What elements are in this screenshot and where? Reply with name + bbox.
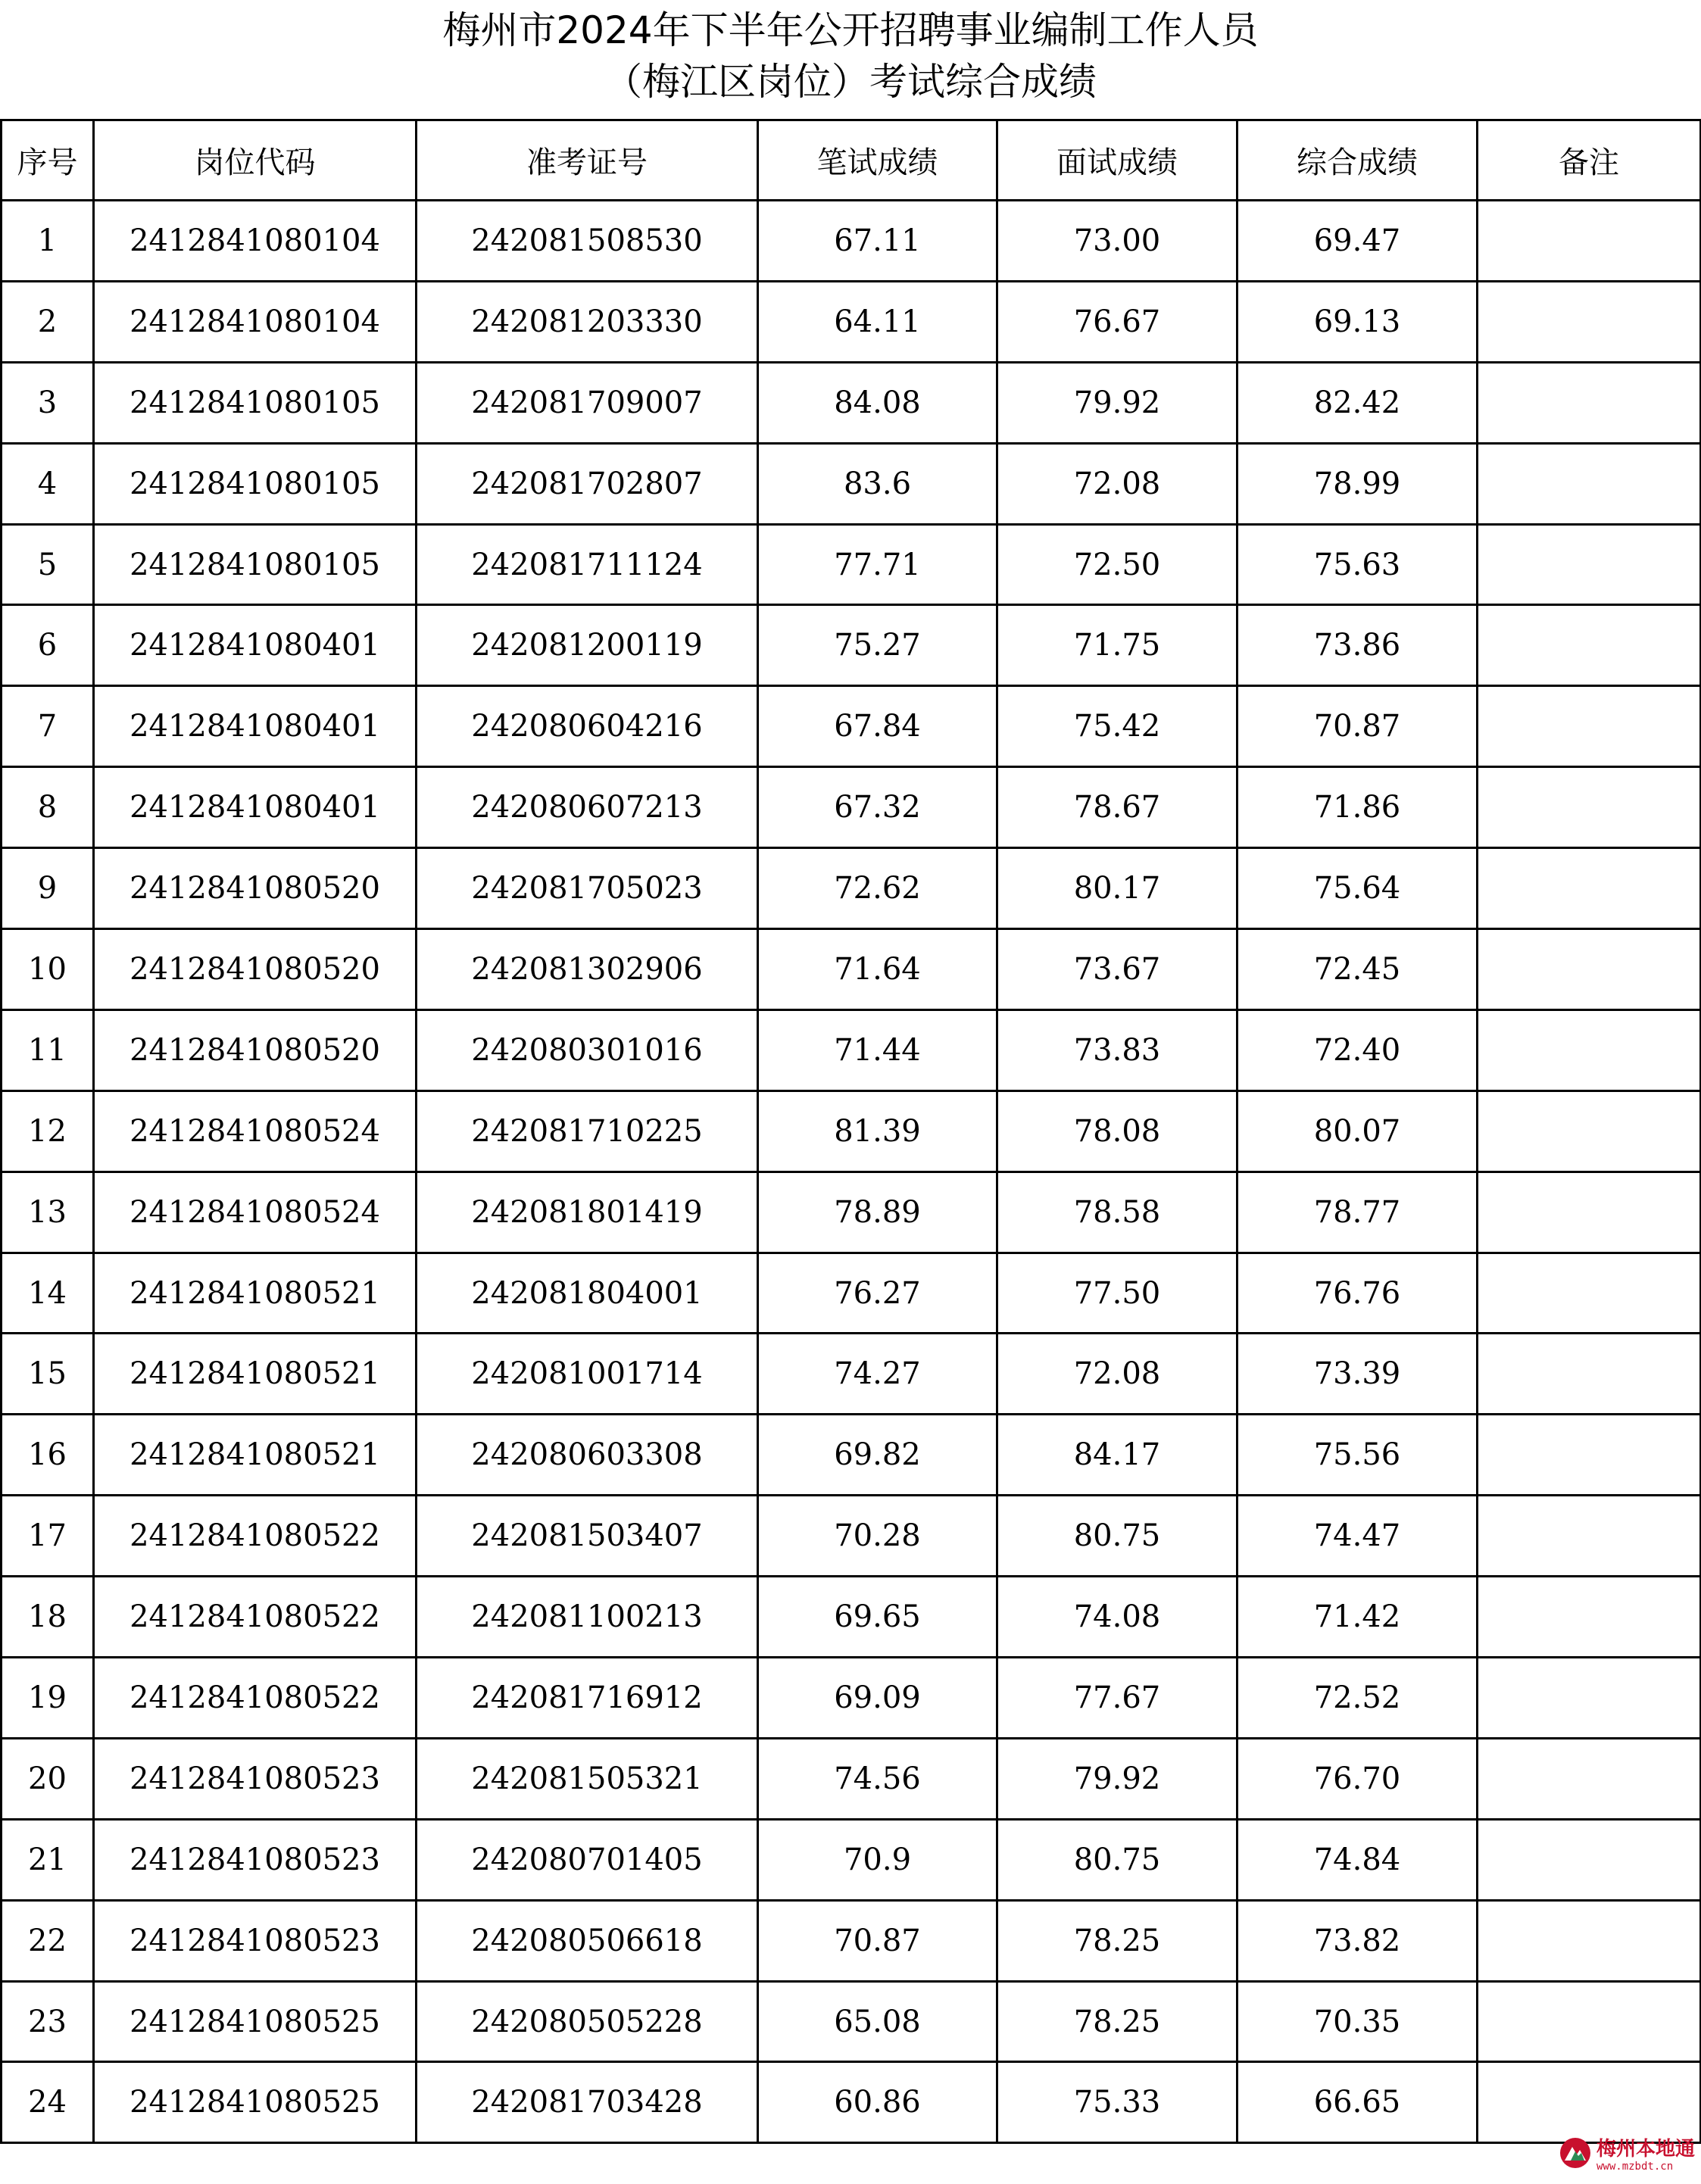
header-written-score: 笔试成绩: [758, 120, 997, 201]
table-row: [2, 929, 1701, 1010]
table-row: [2, 524, 1701, 605]
cell-total-score: 70.87: [1238, 686, 1478, 767]
cell-ticket-number: 242080604216: [417, 686, 758, 767]
cell-total-score: 75.63: [1238, 524, 1478, 605]
cell-remarks: [1478, 1900, 1701, 1981]
cell-remarks: [1478, 686, 1701, 767]
cell-total-score: 82.42: [1238, 362, 1478, 443]
document-title-line2: （梅江区岗位）考试综合成绩: [604, 60, 1097, 104]
cell-position-code: 2412841080520: [94, 1009, 417, 1090]
cell-ticket-number: 242081716912: [417, 1658, 758, 1739]
cell-position-code: 2412841080522: [94, 1496, 417, 1577]
cell-total-score: 75.56: [1238, 1415, 1478, 1496]
table-row: [2, 1819, 1701, 1900]
scores-table: [0, 119, 1701, 2144]
table-row: [2, 1009, 1701, 1090]
cell-total-score: 76.70: [1238, 1738, 1478, 1819]
cell-seq: 5: [2, 524, 94, 605]
header-remarks: 备注: [1478, 120, 1701, 201]
cell-position-code: 2412841080104: [94, 201, 417, 282]
cell-interview-score: 78.25: [997, 1900, 1238, 1981]
cell-written-score: 77.71: [758, 524, 997, 605]
cell-total-score: 72.52: [1238, 1658, 1478, 1739]
table-row: [2, 1738, 1701, 1819]
table-row: [2, 1496, 1701, 1577]
cell-written-score: 74.56: [758, 1738, 997, 1819]
cell-written-score: 71.44: [758, 1009, 997, 1090]
cell-written-score: 84.08: [758, 362, 997, 443]
cell-interview-score: 79.92: [997, 1738, 1238, 1819]
cell-seq: 16: [2, 1415, 94, 1496]
cell-remarks: [1478, 2062, 1701, 2143]
cell-written-score: 69.82: [758, 1415, 997, 1496]
cell-written-score: 83.6: [758, 443, 997, 524]
cell-written-score: 67.32: [758, 767, 997, 848]
cell-ticket-number: 242081001714: [417, 1334, 758, 1415]
cell-interview-score: 75.42: [997, 686, 1238, 767]
cell-total-score: 72.40: [1238, 1009, 1478, 1090]
cell-interview-score: 80.75: [997, 1819, 1238, 1900]
cell-total-score: 78.77: [1238, 1172, 1478, 1253]
table-row: [2, 605, 1701, 686]
cell-interview-score: 73.83: [997, 1009, 1238, 1090]
cell-written-score: 70.87: [758, 1900, 997, 1981]
table-row: [2, 1900, 1701, 1981]
cell-position-code: 2412841080104: [94, 281, 417, 362]
cell-position-code: 2412841080105: [94, 362, 417, 443]
cell-total-score: 73.82: [1238, 1900, 1478, 1981]
cell-seq: 23: [2, 1981, 94, 2062]
cell-total-score: 73.39: [1238, 1334, 1478, 1415]
cell-remarks: [1478, 443, 1701, 524]
cell-position-code: 2412841080105: [94, 443, 417, 524]
cell-seq: 1: [2, 201, 94, 282]
cell-seq: 18: [2, 1577, 94, 1658]
cell-ticket-number: 242080701405: [417, 1819, 758, 1900]
header-seq: 序号: [2, 120, 94, 201]
header-interview-score: 面试成绩: [997, 120, 1238, 201]
cell-remarks: [1478, 1253, 1701, 1334]
cell-written-score: 74.27: [758, 1334, 997, 1415]
cell-interview-score: 73.00: [997, 201, 1238, 282]
cell-ticket-number: 242081505321: [417, 1738, 758, 1819]
table-row: [2, 201, 1701, 282]
cell-interview-score: 77.50: [997, 1253, 1238, 1334]
watermark-name: 梅州本地通: [1596, 2137, 1695, 2161]
cell-ticket-number: 242081711124: [417, 524, 758, 605]
cell-seq: 8: [2, 767, 94, 848]
cell-total-score: 74.47: [1238, 1496, 1478, 1577]
cell-interview-score: 80.75: [997, 1496, 1238, 1577]
cell-written-score: 67.11: [758, 201, 997, 282]
cell-written-score: 81.39: [758, 1090, 997, 1172]
cell-remarks: [1478, 1334, 1701, 1415]
cell-seq: 22: [2, 1900, 94, 1981]
document-title-line1: 梅州市2024年下半年公开招聘事业编制工作人员: [442, 8, 1259, 52]
table-row: [2, 1658, 1701, 1739]
cell-interview-score: 72.50: [997, 524, 1238, 605]
table-row: [2, 1253, 1701, 1334]
cell-remarks: [1478, 281, 1701, 362]
header-row: [2, 120, 1701, 201]
cell-total-score: 76.76: [1238, 1253, 1478, 1334]
cell-total-score: 70.35: [1238, 1981, 1478, 2062]
cell-position-code: 2412841080525: [94, 1981, 417, 2062]
cell-position-code: 2412841080105: [94, 524, 417, 605]
table-row: [2, 1981, 1701, 2062]
cell-interview-score: 78.58: [997, 1172, 1238, 1253]
cell-ticket-number: 242080603308: [417, 1415, 758, 1496]
cell-ticket-number: 242081203330: [417, 281, 758, 362]
cell-remarks: [1478, 605, 1701, 686]
cell-ticket-number: 242080506618: [417, 1900, 758, 1981]
cell-written-score: 65.08: [758, 1981, 997, 2062]
cell-seq: 2: [2, 281, 94, 362]
cell-seq: 13: [2, 1172, 94, 1253]
cell-remarks: [1478, 1981, 1701, 2062]
table-row: [2, 443, 1701, 524]
header-position-code: 岗位代码: [94, 120, 417, 201]
cell-remarks: [1478, 362, 1701, 443]
cell-written-score: 60.86: [758, 2062, 997, 2143]
cell-seq: 24: [2, 2062, 94, 2143]
cell-remarks: [1478, 1738, 1701, 1819]
cell-interview-score: 80.17: [997, 848, 1238, 929]
cell-position-code: 2412841080522: [94, 1577, 417, 1658]
cell-position-code: 2412841080520: [94, 929, 417, 1010]
cell-remarks: [1478, 201, 1701, 282]
cell-interview-score: 78.67: [997, 767, 1238, 848]
table-row: [2, 1334, 1701, 1415]
cell-remarks: [1478, 1172, 1701, 1253]
cell-ticket-number: 242081302906: [417, 929, 758, 1010]
cell-ticket-number: 242081709007: [417, 362, 758, 443]
cell-total-score: 80.07: [1238, 1090, 1478, 1172]
cell-written-score: 70.9: [758, 1819, 997, 1900]
cell-remarks: [1478, 929, 1701, 1010]
cell-seq: 17: [2, 1496, 94, 1577]
cell-interview-score: 75.33: [997, 2062, 1238, 2143]
cell-remarks: [1478, 1496, 1701, 1577]
cell-total-score: 74.84: [1238, 1819, 1478, 1900]
cell-seq: 9: [2, 848, 94, 929]
cell-interview-score: 72.08: [997, 443, 1238, 524]
cell-written-score: 71.64: [758, 929, 997, 1010]
cell-remarks: [1478, 1577, 1701, 1658]
header-ticket-number: 准考证号: [417, 120, 758, 201]
cell-ticket-number: 242081508530: [417, 201, 758, 282]
cell-interview-score: 84.17: [997, 1415, 1238, 1496]
cell-seq: 20: [2, 1738, 94, 1819]
table-row: [2, 281, 1701, 362]
cell-position-code: 2412841080525: [94, 2062, 417, 2143]
cell-position-code: 2412841080520: [94, 848, 417, 929]
cell-interview-score: 71.75: [997, 605, 1238, 686]
cell-ticket-number: 242081705023: [417, 848, 758, 929]
cell-ticket-number: 242080301016: [417, 1009, 758, 1090]
cell-total-score: 69.13: [1238, 281, 1478, 362]
watermark-url: www.mzbdt.cn: [1596, 2160, 1674, 2173]
cell-position-code: 2412841080524: [94, 1090, 417, 1172]
cell-ticket-number: 242081703428: [417, 2062, 758, 2143]
cell-total-score: 69.47: [1238, 201, 1478, 282]
table-body: [2, 201, 1701, 2143]
cell-position-code: 2412841080521: [94, 1334, 417, 1415]
table-row: [2, 848, 1701, 929]
cell-written-score: 69.65: [758, 1577, 997, 1658]
cell-interview-score: 73.67: [997, 929, 1238, 1010]
cell-written-score: 78.89: [758, 1172, 997, 1253]
cell-interview-score: 78.08: [997, 1090, 1238, 1172]
cell-remarks: [1478, 1415, 1701, 1496]
cell-position-code: 2412841080522: [94, 1658, 417, 1739]
cell-total-score: 71.86: [1238, 767, 1478, 848]
cell-total-score: 66.65: [1238, 2062, 1478, 2143]
cell-ticket-number: 242080505228: [417, 1981, 758, 2062]
mountain-logo-icon: [1559, 2136, 1592, 2173]
table-row: [2, 1415, 1701, 1496]
cell-position-code: 2412841080523: [94, 1738, 417, 1819]
cell-remarks: [1478, 1090, 1701, 1172]
cell-ticket-number: 242081710225: [417, 1090, 758, 1172]
cell-position-code: 2412841080401: [94, 767, 417, 848]
cell-position-code: 2412841080521: [94, 1253, 417, 1334]
cell-ticket-number: 242081804001: [417, 1253, 758, 1334]
cell-ticket-number: 242080607213: [417, 767, 758, 848]
cell-remarks: [1478, 848, 1701, 929]
cell-position-code: 2412841080524: [94, 1172, 417, 1253]
cell-remarks: [1478, 524, 1701, 605]
table-row: [2, 1090, 1701, 1172]
cell-interview-score: 77.67: [997, 1658, 1238, 1739]
cell-ticket-number: 242081702807: [417, 443, 758, 524]
cell-seq: 10: [2, 929, 94, 1010]
cell-written-score: 75.27: [758, 605, 997, 686]
cell-written-score: 69.09: [758, 1658, 997, 1739]
cell-seq: 15: [2, 1334, 94, 1415]
cell-ticket-number: 242081503407: [417, 1496, 758, 1577]
cell-total-score: 71.42: [1238, 1577, 1478, 1658]
header-total-score: 综合成绩: [1238, 120, 1478, 201]
cell-written-score: 67.84: [758, 686, 997, 767]
cell-seq: 11: [2, 1009, 94, 1090]
cell-interview-score: 72.08: [997, 1334, 1238, 1415]
cell-seq: 3: [2, 362, 94, 443]
cell-total-score: 72.45: [1238, 929, 1478, 1010]
cell-position-code: 2412841080521: [94, 1415, 417, 1496]
cell-total-score: 75.64: [1238, 848, 1478, 929]
cell-ticket-number: 242081100213: [417, 1577, 758, 1658]
cell-interview-score: 79.92: [997, 362, 1238, 443]
cell-position-code: 2412841080523: [94, 1900, 417, 1981]
cell-ticket-number: 242081801419: [417, 1172, 758, 1253]
cell-seq: 7: [2, 686, 94, 767]
table-row: [2, 767, 1701, 848]
cell-remarks: [1478, 767, 1701, 848]
cell-seq: 21: [2, 1819, 94, 1900]
cell-remarks: [1478, 1658, 1701, 1739]
cell-written-score: 72.62: [758, 848, 997, 929]
table-row: [2, 1172, 1701, 1253]
cell-written-score: 76.27: [758, 1253, 997, 1334]
cell-seq: 19: [2, 1658, 94, 1739]
table-row: [2, 362, 1701, 443]
cell-position-code: 2412841080401: [94, 605, 417, 686]
cell-position-code: 2412841080401: [94, 686, 417, 767]
table-row: [2, 2062, 1701, 2143]
cell-seq: 6: [2, 605, 94, 686]
cell-remarks: [1478, 1009, 1701, 1090]
cell-interview-score: 74.08: [997, 1577, 1238, 1658]
cell-total-score: 78.99: [1238, 443, 1478, 524]
cell-remarks: [1478, 1819, 1701, 1900]
cell-position-code: 2412841080523: [94, 1819, 417, 1900]
cell-seq: 14: [2, 1253, 94, 1334]
cell-interview-score: 78.25: [997, 1981, 1238, 2062]
cell-ticket-number: 242081200119: [417, 605, 758, 686]
table-row: [2, 1577, 1701, 1658]
cell-seq: 12: [2, 1090, 94, 1172]
table-row: [2, 686, 1701, 767]
cell-written-score: 70.28: [758, 1496, 997, 1577]
cell-total-score: 73.86: [1238, 605, 1478, 686]
cell-written-score: 64.11: [758, 281, 997, 362]
cell-interview-score: 76.67: [997, 281, 1238, 362]
cell-seq: 4: [2, 443, 94, 524]
watermark: [1559, 2136, 1695, 2173]
